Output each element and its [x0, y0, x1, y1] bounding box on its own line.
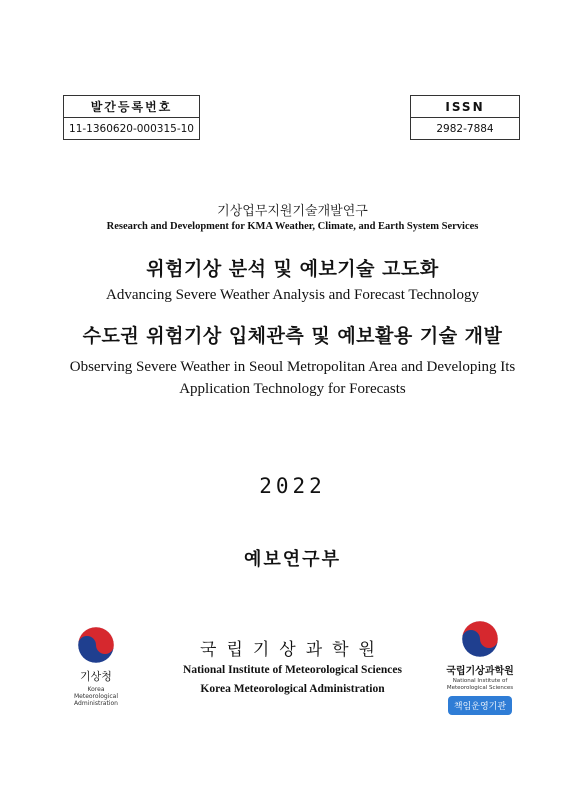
project-title-kr: 위험기상 분석 및 예보기술 고도화: [146, 258, 439, 280]
report-year: 2022: [259, 474, 326, 498]
agency-type-badge: 책임운영기관: [448, 696, 512, 715]
kma-logo-name-kr: 기상청: [80, 670, 112, 683]
nims-logo: [440, 620, 520, 715]
issn-label: ISSN: [445, 99, 485, 114]
subproject-title-en-line2: Application Technology for Forecasts: [179, 381, 406, 397]
organization-name-en-line1: National Institute of Meteorological Sciences: [183, 664, 402, 676]
kma-logo-name-en-line2: Administration: [74, 700, 118, 707]
subproject-title-en-line1: Observing Severe Weather in Seoul Metropolitan Area and Developing Its: [69, 359, 516, 375]
kma-logo-name-en-line1: Korea Meteorological: [73, 686, 119, 700]
publication-number-box: [63, 95, 200, 140]
program-title-en: Research and Development for KMA Weather, Climate, and Earth System Services: [106, 221, 479, 232]
nims-logo-name-en-line2: Meteorological Sciences: [446, 685, 514, 691]
subproject-title-en: [0, 356, 585, 400]
program-title-kr: 기상업무지원기술개발연구: [217, 204, 368, 219]
nims-logo-name-kr: 국립기상과학원: [446, 666, 514, 677]
publication-number-value: 11-1360620-000315-10: [64, 117, 199, 139]
organization-name-kr: 국립기상과학원: [200, 640, 385, 660]
publication-number-label: 발간등록번호: [90, 100, 173, 114]
nims-logo-name-en-line1: National Institute of: [452, 678, 508, 684]
issn-box: [410, 95, 520, 140]
organization-name-en-line2: Korea Meteorological Administration: [200, 683, 385, 695]
nims-logo-name-en: [440, 678, 520, 692]
subproject-title-kr: 수도권 위험기상 입체관측 및 예보활용 기술 개발: [82, 325, 503, 347]
issn-value: 2982-7884: [411, 117, 519, 139]
project-title-en: Advancing Severe Weather Analysis and Forecast Technology: [106, 287, 479, 303]
department-name: 예보연구부: [244, 549, 341, 570]
taegeuk-emblem-icon: [461, 620, 499, 658]
